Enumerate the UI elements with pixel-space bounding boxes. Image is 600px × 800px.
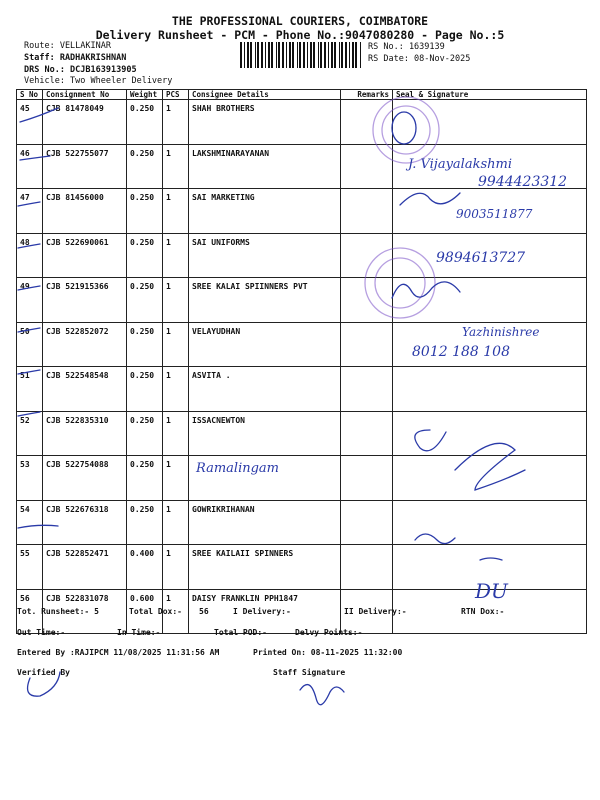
delvy-points: Delvy Points:- [295,628,363,637]
cell-consignment-no: CJB 522831078 [43,589,127,634]
cell-weight: 0.250 [127,189,163,234]
cell-seal-signature [393,545,587,590]
cell-pcs: 1 [163,500,189,545]
col-remarks: Remarks [341,90,393,100]
cell-consignee: SAI UNIFORMS [189,233,341,278]
route-label: Route: VELLAKINAR [24,41,111,51]
col-consignment: Consignment No [43,90,127,100]
cell-weight: 0.250 [127,100,163,145]
table-header-row [17,90,587,100]
cell-remarks [341,189,393,234]
cell-consignee: SHAH BROTHERS [189,100,341,145]
i-delivery: I Delivery:- [233,607,291,616]
cell-pcs: 1 [163,144,189,189]
total-dox-value: 56 [199,607,209,616]
cell-consignee: DAISY FRANKLIN PPH1847 [189,589,341,634]
cell-sno: 46 [17,144,43,189]
handwritten-initials: DU [475,579,508,603]
ii-delivery: II Delivery:- [344,607,407,616]
table-row [17,322,587,367]
table-row [17,367,587,412]
cell-seal-signature [393,322,587,367]
cell-seal-signature [393,367,587,412]
cell-consignee: SREE KALAI SPIINNERS PVT [189,278,341,323]
handwritten-name: Ramalingam [196,461,280,476]
handwritten-phone: 8012 188 108 [412,344,510,360]
cell-remarks [341,411,393,456]
staff-label: Staff: RADHAKRISHNAN [24,53,127,63]
cell-consignment-no: CJB 522755077 [43,144,127,189]
table-row [17,233,587,278]
cell-pcs: 1 [163,367,189,412]
verified-by: Verified By [17,668,70,677]
cell-weight: 0.250 [127,144,163,189]
signature-mark [300,685,344,705]
col-seal-signature: Seal & Signature [393,90,587,100]
cell-pcs: 1 [163,411,189,456]
cell-consignee: ISSACNEWTON [189,411,341,456]
cell-pcs: 1 [163,233,189,278]
cell-consignee: SAI MARKETING [189,189,341,234]
vehicle-label: Vehicle: Two Wheeler Delivery [24,76,173,86]
handwritten-name: Yazhinishree [462,325,540,339]
cell-consignment-no: CJB 522852072 [43,322,127,367]
cell-remarks [341,545,393,590]
rs-number: RS No.: 1639139 [368,42,445,52]
cell-consignment-no: CJB 522754088 [43,456,127,501]
cell-remarks [341,233,393,278]
handwritten-name: J. Vijayalakshmi [408,157,512,172]
cell-sno: 45 [17,100,43,145]
cell-seal-signature [393,189,587,234]
cell-remarks [341,278,393,323]
cell-consignee: LAKSHMINARAYANAN [189,144,341,189]
cell-weight: 0.250 [127,278,163,323]
runsheet-table [16,89,587,634]
cell-remarks [341,367,393,412]
cell-weight: 0.400 [127,545,163,590]
staff-signature-label: Staff Signature [273,668,346,677]
col-sno: S No [17,90,43,100]
cell-pcs: 1 [163,278,189,323]
cell-pcs: 1 [163,589,189,634]
document-subtitle: Delivery Runsheet - PCM - Phone No.:9047080280 - Page No.:5 [95,28,505,42]
cell-pcs: 1 [163,100,189,145]
cell-consignment-no: CJB 521915366 [43,278,127,323]
cell-remarks [341,322,393,367]
cell-consignment-no: CJB 81478049 [43,100,127,145]
cell-sno: 52 [17,411,43,456]
cell-sno: 47 [17,189,43,234]
cell-consignment-no: CJB 522548548 [43,367,127,412]
cell-pcs: 1 [163,545,189,590]
document-title: THE PROFESSIONAL COURIERS, COIMBATORE [171,14,429,28]
table-row [17,100,587,145]
cell-pcs: 1 [163,456,189,501]
cell-pcs: 1 [163,189,189,234]
cell-pcs: 1 [163,322,189,367]
in-time: In Time:- [117,628,161,637]
cell-weight: 0.600 [127,589,163,634]
cell-weight: 0.250 [127,322,163,367]
table-row [17,144,587,189]
cell-sno: 53 [17,456,43,501]
cell-consignee: ASVITA . [189,367,341,412]
barcode-image [240,42,364,68]
cell-sno: 55 [17,545,43,590]
cell-consignment-no: CJB 522676318 [43,500,127,545]
cell-remarks [341,144,393,189]
cell-weight: 0.250 [127,500,163,545]
handwritten-phone: 9944423312 [478,174,568,190]
cell-remarks [341,100,393,145]
col-pcs: PCS [163,90,189,100]
cell-seal-signature [393,456,587,501]
rs-date: RS Date: 08-Nov-2025 [368,54,471,64]
cell-sno: 51 [17,367,43,412]
col-consignee: Consignee Details [189,90,341,100]
cell-seal-signature [393,411,587,456]
total-dox: Total Dox:- [129,607,182,616]
cell-remarks [341,500,393,545]
cell-sno: 56 [17,589,43,634]
handwritten-phone: 9003511877 [456,207,533,221]
table-row [17,189,587,234]
table-row [17,278,587,323]
cell-consignment-no: CJB 522835310 [43,411,127,456]
cell-sno: 49 [17,278,43,323]
cell-seal-signature [393,500,587,545]
table-row [17,411,587,456]
cell-weight: 0.250 [127,456,163,501]
drs-number: DRS No.: DCJB163913905 [24,65,137,75]
table-row [17,456,587,501]
col-weight: Weight [127,90,163,100]
table-row [17,500,587,545]
table-row [17,545,587,590]
cell-remarks [341,456,393,501]
cell-seal-signature [393,278,587,323]
cell-consignment-no: CJB 81456000 [43,189,127,234]
printed-on: Printed On: 08-11-2025 11:32:00 [253,648,403,657]
tot-runsheet: Tot. Runsheet:- 5 [17,607,99,616]
cell-sno: 50 [17,322,43,367]
cell-seal-signature [393,100,587,145]
cell-seal-signature [393,233,587,278]
cell-sno: 48 [17,233,43,278]
cell-consignee: VELAYUDHAN [189,322,341,367]
cell-weight: 0.250 [127,233,163,278]
handwritten-phone: 9894613727 [436,250,526,266]
total-pod: Total POD:- [214,628,267,637]
cell-consignee: SREE KAILAII SPINNERS [189,545,341,590]
cell-consignment-no: CJB 522852471 [43,545,127,590]
out-time: Out Time:- [17,628,66,637]
entered-by: Entered By :RAJIPCM 11/08/2025 11:31:56 AM [17,648,220,657]
cell-weight: 0.250 [127,411,163,456]
cell-seal-signature [393,144,587,189]
cell-consignment-no: CJB 522690061 [43,233,127,278]
cell-sno: 54 [17,500,43,545]
cell-weight: 0.250 [127,367,163,412]
cell-consignee [189,456,341,501]
cell-consignee: GOWRIKRIHANAN [189,500,341,545]
rtn-dox: RTN Dox:- [461,607,505,616]
